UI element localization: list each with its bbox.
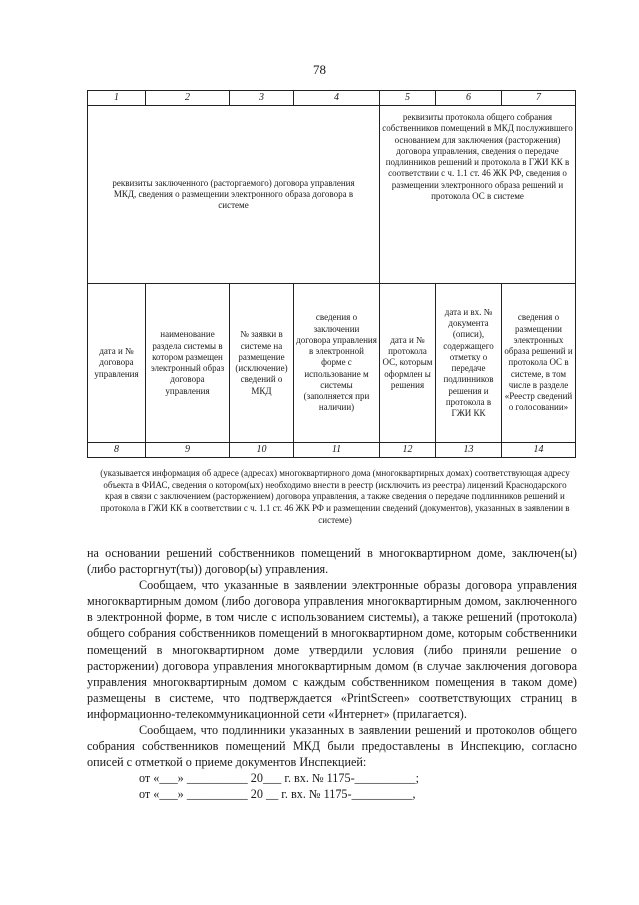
table-row-top-numbers xyxy=(88,91,576,106)
col-number: 14 xyxy=(502,443,576,458)
col-number: 3 xyxy=(230,91,294,106)
column-header: дата и № договора управления xyxy=(88,284,146,443)
col-number: 5 xyxy=(380,91,436,106)
table-row-column-headers xyxy=(88,284,576,443)
intake-line-1: от «___» __________ 20___ г. вх. № 1175-__________; xyxy=(139,771,419,786)
body-text xyxy=(87,545,577,803)
table-row-bottom-numbers xyxy=(88,443,576,458)
col-number: 13 xyxy=(436,443,502,458)
col-number: 1 xyxy=(88,91,146,106)
column-header: сведения о заключении договора управления в электронной форме с использование м системы (заполняется при наличии) xyxy=(294,284,380,443)
paragraph-images: Сообщаем, что указанные в заявлении электронные образы договора управления многоквартирным домом (либо договора управления многоквартирным домом, заключенного в электронной форме, в том числе с использованием системы), а также решений (протокола) общего собрания собственников помещений в многоквартирном доме, которым собственники помещений в многоквартирном доме утвердили условия (либо приняли решение о расторжении) договора управления многоквартирным домом (в случае заключения договора управления многоквартирным домом с каждым собственником помещения в таком доме) размещены в системе, что подтверждается «PrintScreen» соответствующих страниц в информационно-телекоммуникационной сети «Интернет» (прилагается). xyxy=(87,578,577,721)
column-header: дата и № протокола ОС, которым оформлен ы решения xyxy=(380,284,436,443)
table-row-group-header xyxy=(88,106,576,284)
group-header-protocol: реквизиты протокола общего собрания собственников помещений в МКД послужившего основанием для заключения (расторжения) договора управления, сведения о передаче подлинников решений и протокола в ГЖИ КК в соответствии с ч. 1.1 ст. 46 ЖК РФ, сведения о размещении электронного образа решений и протокола ОС в системе xyxy=(380,106,576,284)
intake-line-2: от «___» __________ 20 __ г. вх. № 1175-__________, xyxy=(139,787,416,802)
page-number: 78 xyxy=(313,62,326,77)
col-number: 10 xyxy=(230,443,294,458)
col-number: 2 xyxy=(146,91,230,106)
table-caption: (указывается информация об адресе (адресах) многоквартирного дома (многоквартирных домах) соответствующая адресу объекта в ФИАС, сведения о котором(ых) необходимо внести в реестр (исключить из реестра) лицензий Краснодарского края в связи с заключением (расторжением) договора управления, а также сведения о передаче подлинников решений и протокола в ГЖИ КК в соответствии с ч. 1.1 ст. 46 ЖК РФ и размещении сведений (документов), указанных в заявлении в системе) xyxy=(100,468,570,525)
paragraph-originals: Сообщаем, что подлинники указанных в заявлении решений и протоколов общего собрания собственников помещений МКД были предоставлены в Инспекцию, согласно описей с отметкой о приеме документов Инспекцией: xyxy=(87,723,577,770)
column-header: дата и вх. № документа (описи), содержащего отметку о передаче подлинников решения и протокола в ГЖИ КК xyxy=(436,284,502,443)
column-header: № заявки в системе на размещение (исключение) сведений о МКД xyxy=(230,284,294,443)
group-header-contract: реквизиты заключенного (расторгаемого) договора управления МКД, сведения о размещении электронного образа договора в системе xyxy=(88,106,380,284)
column-header: наименование раздела системы в котором размещен электронный образ договора управления xyxy=(146,284,230,443)
col-number: 12 xyxy=(380,443,436,458)
col-number: 11 xyxy=(294,443,380,458)
paragraph-basis: на основании решений собственников помещений в многоквартирном доме, заключен(ы) (либо расторгнут(ты)) договор(ы) управления. xyxy=(87,546,577,577)
col-number: 6 xyxy=(436,91,502,106)
col-number: 9 xyxy=(146,443,230,458)
column-header: сведения о размещении электронных образа решений и протокола ОС в системе, в том числе в разделе «Реестр сведений о голосовании» xyxy=(502,284,576,443)
col-number: 4 xyxy=(294,91,380,106)
data-table xyxy=(87,90,576,458)
col-number: 8 xyxy=(88,443,146,458)
col-number: 7 xyxy=(502,91,576,106)
